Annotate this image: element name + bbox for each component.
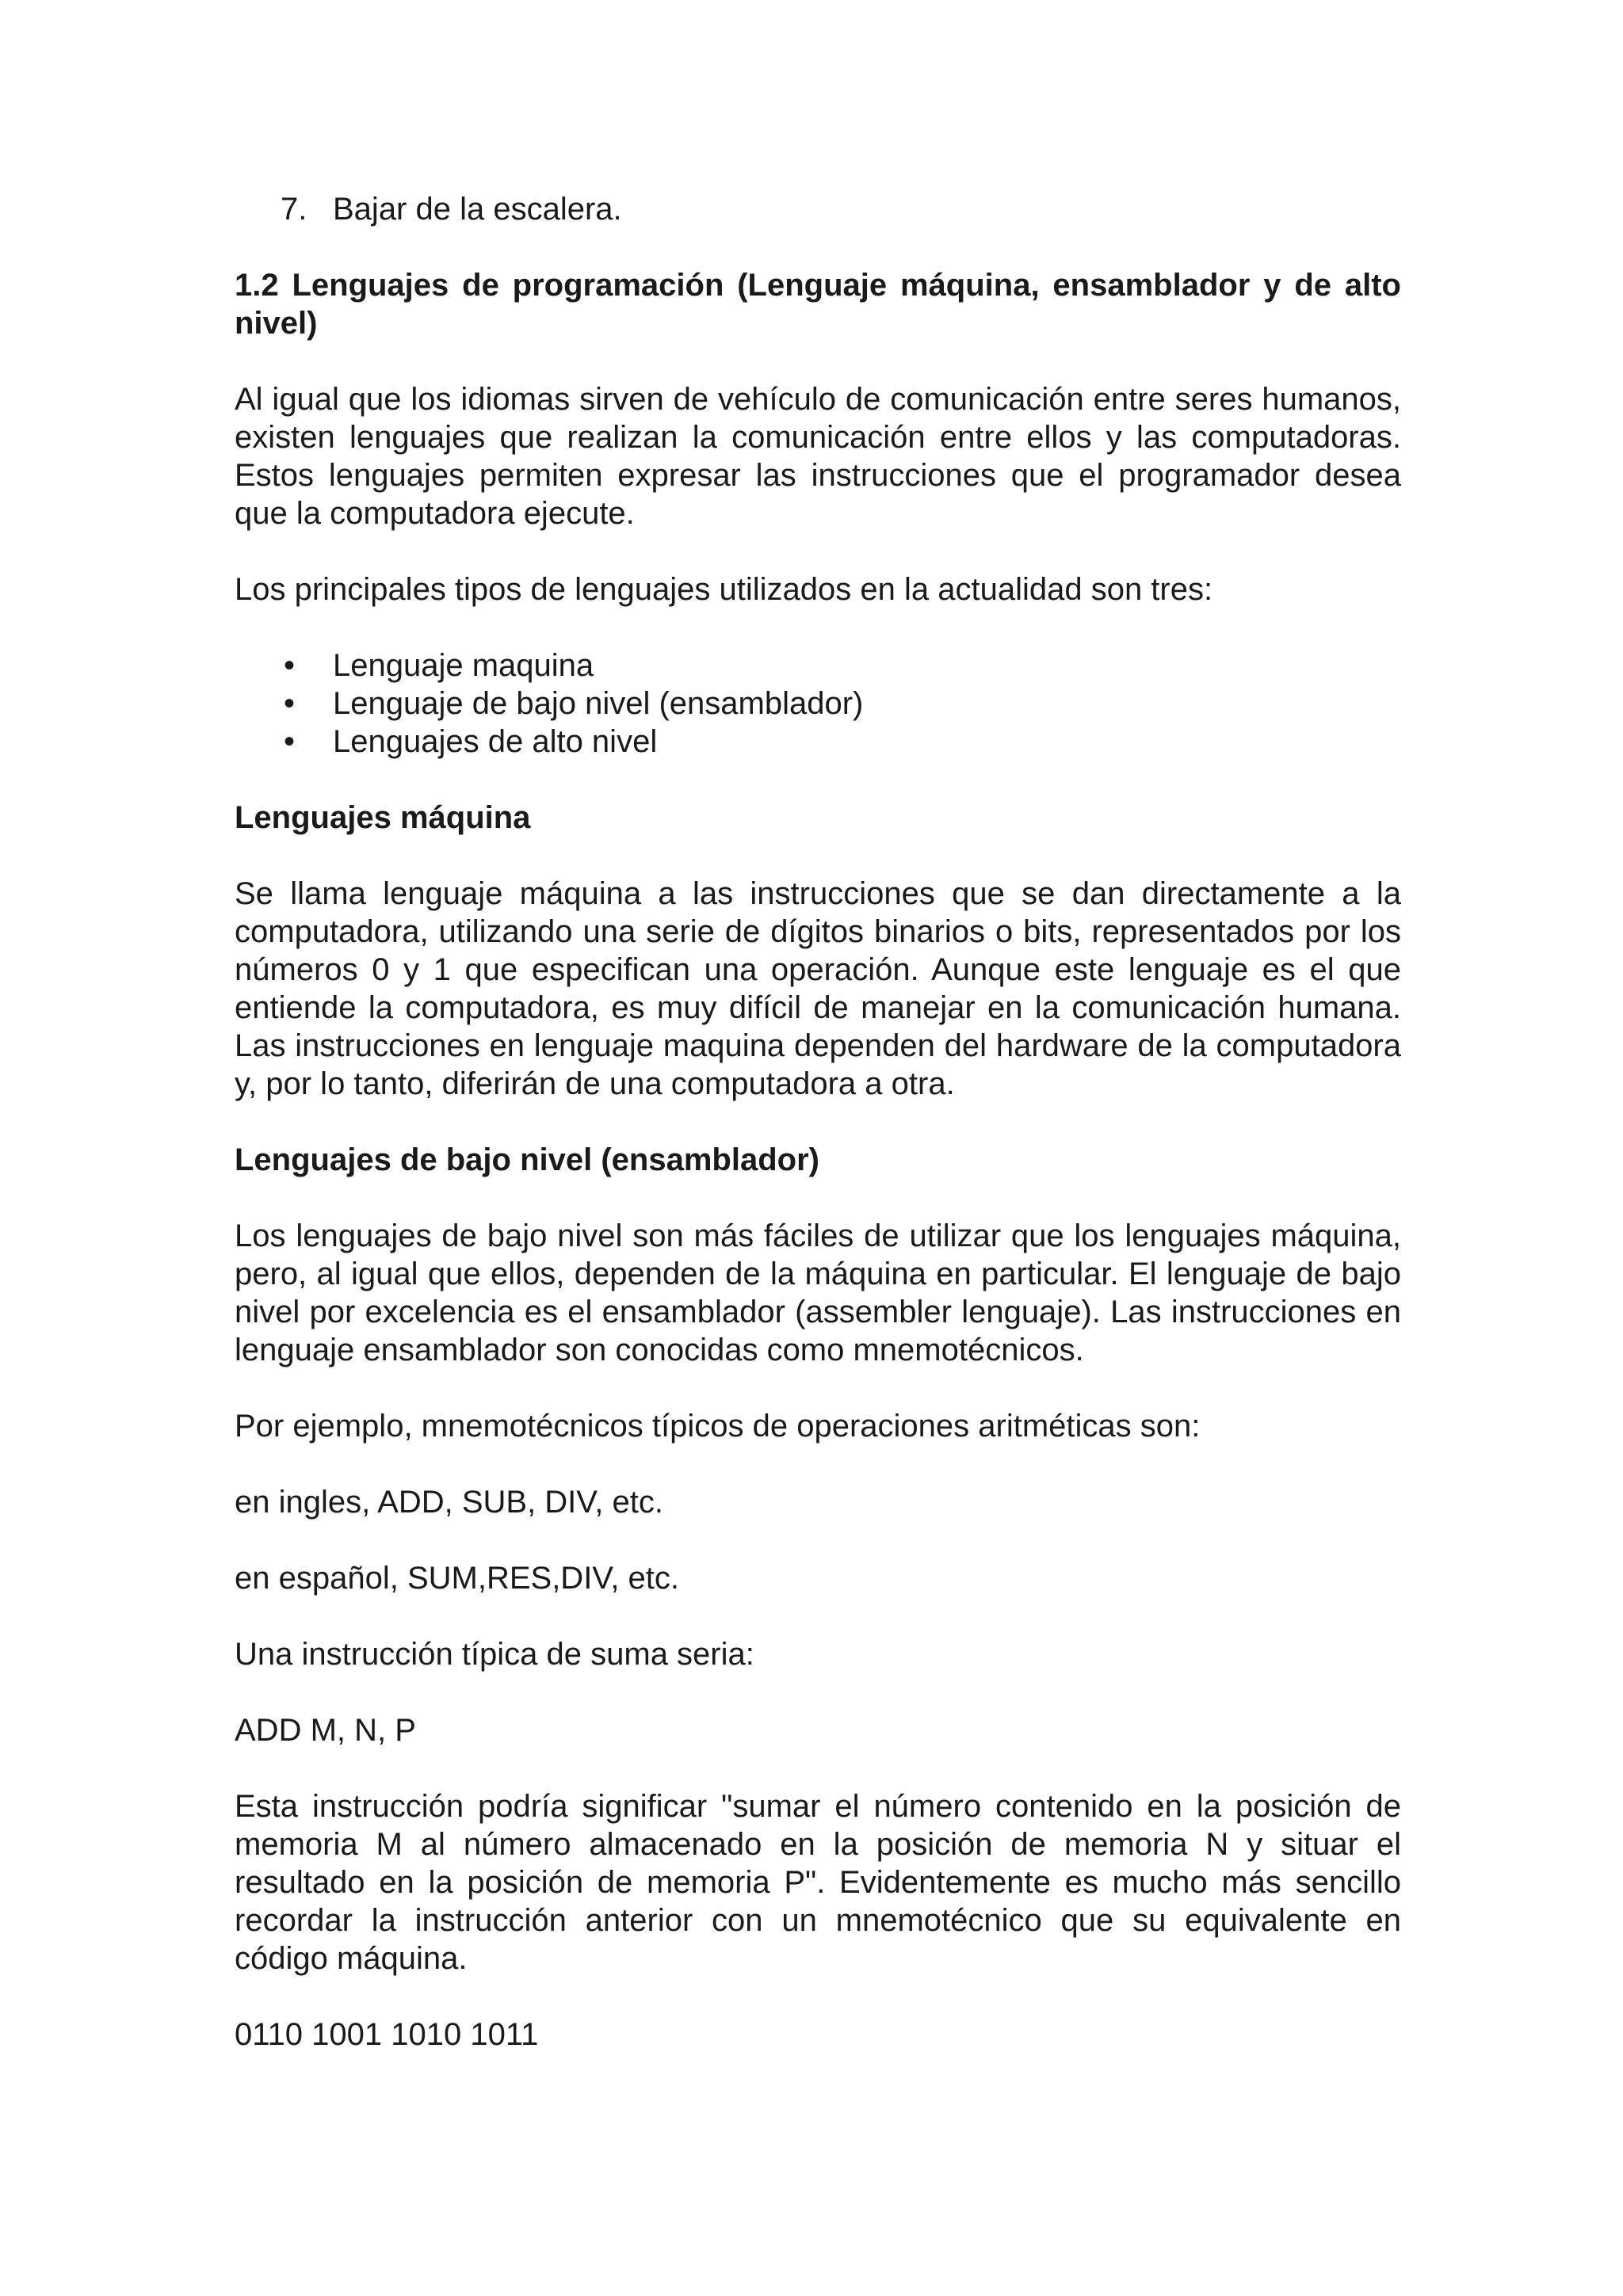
bullet-icon: • bbox=[284, 724, 296, 759]
list-item-text: Bajar de la escalera. bbox=[333, 192, 622, 227]
binary-code: 0110 1001 1010 1011 bbox=[235, 2017, 539, 2052]
list-item-text: Lenguajes de alto nivel bbox=[333, 724, 658, 759]
bullet-icon: • bbox=[284, 686, 296, 721]
types-paragraph: Los principales tipos de lenguajes utilizados en la actualidad son tres: bbox=[235, 572, 1213, 607]
numbered-list-item bbox=[235, 190, 1401, 228]
bullet-icon: • bbox=[284, 648, 296, 683]
document-page bbox=[235, 190, 1401, 2092]
typical-instruction-intro: Una instrucción típica de suma seria: bbox=[235, 1637, 754, 1672]
intro-paragraph: Al igual que los idiomas sirven de vehículo de comunicación entre seres humanos, existen lenguajes que realizan la comunicación entre ellos y las computadoras. Estos lenguajes permiten expresar las instrucciones que el programador desea que la computadora ejecute. bbox=[235, 382, 1401, 531]
types-list bbox=[235, 646, 1401, 761]
list-number: 7. bbox=[281, 192, 307, 227]
list-item bbox=[235, 723, 1401, 761]
list-item-text: Lenguaje maquina bbox=[333, 648, 594, 683]
example-intro: Por ejemplo, mnemotécnicos típicos de operaciones aritméticas son: bbox=[235, 1409, 1201, 1444]
typical-instruction: ADD M, N, P bbox=[235, 1713, 416, 1748]
section-heading: 1.2 Lenguajes de programación (Lenguaje máquina, ensamblador y de alto nivel) bbox=[235, 268, 1401, 341]
list-item-text: Lenguaje de bajo nivel (ensamblador) bbox=[333, 686, 864, 721]
machine-language-paragraph: Se llama lenguaje máquina a las instrucciones que se dan directamente a la computadora, utilizando una serie de dígitos binarios o bits, representados por los números 0 y 1 que especifican una operación. Aunque este lenguaje es el que entiende la computadora, es muy difícil de manejar en la comunicación humana. Las instrucciones en lenguaje maquina dependen del hardware de la computadora y, por lo tanto, diferirán de una computadora a otra. bbox=[235, 876, 1401, 1101]
low-level-language-paragraph: Los lenguajes de bajo nivel son más fáciles de utilizar que los lenguajes máquina, pero, al igual que ellos, dependen de la máquina en particular. El lenguaje de bajo nivel por excelencia es el ensamblador (assembler lenguaje). Las instrucciones en lenguaje ensamblador son conocidas como mnemotécnicos. bbox=[235, 1219, 1401, 1367]
example-spanish: en español, SUM,RES,DIV, etc. bbox=[235, 1561, 680, 1596]
list-item bbox=[235, 685, 1401, 723]
machine-language-heading: Lenguajes máquina bbox=[235, 800, 531, 835]
list-item bbox=[235, 646, 1401, 685]
example-english: en ingles, ADD, SUB, DIV, etc. bbox=[235, 1485, 663, 1520]
explanation-paragraph: Esta instrucción podría significar "sumar el número contenido en la posición de memoria M al número almacenado en la posición de memoria N y situar el resultado en la posición de memoria P". Evidentemente es mucho más sencillo recordar la instrucción anterior con un mnemotécnico que su equivalente en código máquina. bbox=[235, 1789, 1401, 1976]
low-level-language-heading: Lenguajes de bajo nivel (ensamblador) bbox=[235, 1142, 819, 1177]
